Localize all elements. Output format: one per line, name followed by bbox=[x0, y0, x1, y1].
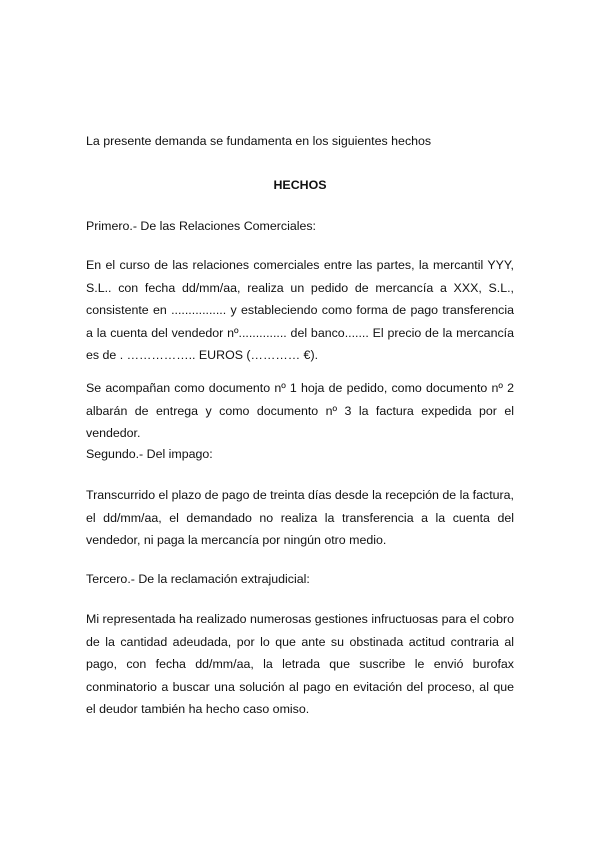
paragraph-documentos-aportados: Se acompañan como documento nº 1 hoja de pedido, como documento nº 2 albarán de entrega y como documento nº 3 la factura expedida por el vendedor. bbox=[86, 381, 514, 440]
paragraph-impago: Transcurrido el plazo de pago de treinta días desde la recepción de la factura, el dd/mm/aa, el demandado no realiza la transferencia a la cuenta del vendedor, ni paga la mercancía por ningún otro medio. bbox=[86, 488, 514, 547]
heading-primero: Primero.- De las Relaciones Comerciales: bbox=[86, 219, 316, 233]
intro-sentence: La presente demanda se fundamenta en los siguientes hechos bbox=[86, 134, 432, 148]
heading-tercero: Tercero.- De la reclamación extrajudicial: bbox=[86, 572, 310, 586]
paragraph-reclamacion-extrajudicial: Mi representada ha realizado numerosas gestiones infructuosas para el cobro de la cantidad adeudada, por lo que ante su obstinada actitud contraria al pago, con fecha dd/mm/aa, la letrada que suscribe le envió burofax conminatorio a buscar una solución al pago en evitación del proceso, al que el deudor también ha hecho caso omiso. bbox=[86, 612, 514, 716]
heading-segundo: Segundo.- Del impago: bbox=[86, 447, 213, 461]
section-title: HECHOS bbox=[273, 178, 327, 192]
paragraph-relaciones-comerciales: En el curso de las relaciones comerciales entre las partes, la mercantil YYY, S.L.. con fecha dd/mm/aa, realiza un pedido de mercancía a XXX, S.L., consistente en ................ y estableciendo como forma de pago transferencia a la cuenta del vendedor nº.............. del banco....... El precio de la mercancía es de . …………….. EUROS (………… €). bbox=[86, 258, 514, 362]
